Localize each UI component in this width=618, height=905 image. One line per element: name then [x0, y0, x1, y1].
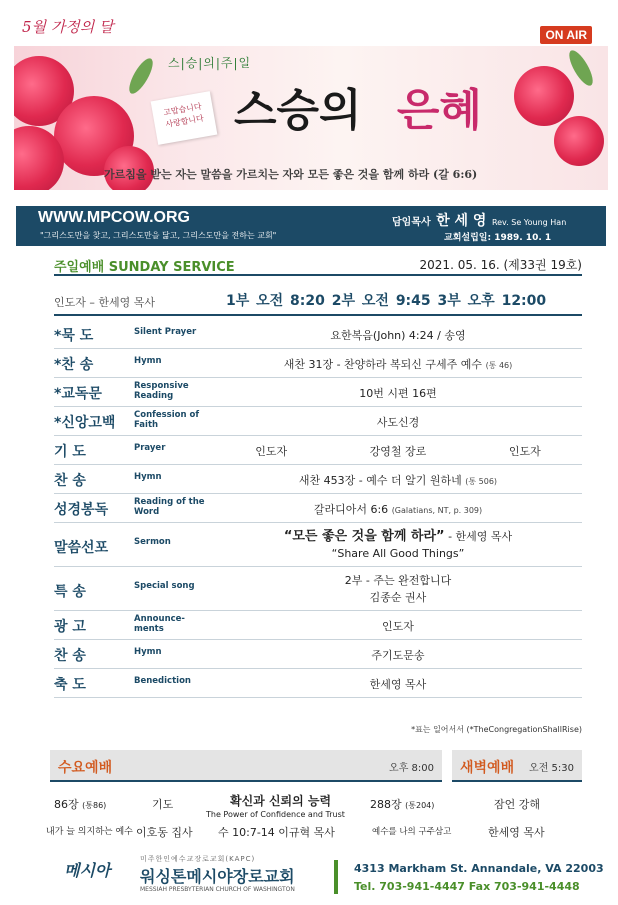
- worship-row: [54, 494, 582, 523]
- wed-hymn-1: [54, 796, 106, 812]
- sermon-preacher: - 한세영 목사: [444, 530, 513, 543]
- row-content: [214, 618, 582, 634]
- order-of-worship: [54, 320, 582, 698]
- row-ko-label: *신앙고백: [54, 415, 116, 431]
- row-content: [214, 327, 582, 343]
- pastor-info: [392, 210, 566, 230]
- row-content-text: 새찬 31장 - 찬양하라 복되신 구세주 예수: [283, 358, 483, 371]
- row-content: [214, 385, 582, 401]
- row-en-label: Reading of the Word: [134, 497, 205, 517]
- row-en-label: Prayer: [134, 443, 166, 453]
- row-en-label: Announce-ments: [134, 614, 185, 634]
- row-content: [214, 528, 582, 562]
- banner-title: [234, 74, 482, 138]
- carnation-icon: [554, 116, 604, 166]
- banner-title-part-1: 스승의: [234, 85, 362, 136]
- wed-hymn-1-title: 내가 늘 의지하는 예수: [46, 827, 133, 837]
- footer-divider: [334, 860, 338, 894]
- dawn-content: 잠언 강해: [494, 798, 541, 811]
- row-content: [214, 472, 582, 488]
- month-theme: 5월 가정의 달: [22, 18, 114, 36]
- wednesday-service-header: [50, 750, 442, 782]
- row-ko-label: 성경봉독: [54, 502, 109, 518]
- row-ko-label: 말씀선포: [54, 540, 109, 556]
- tag-line-1: 고맙습니다: [162, 101, 203, 118]
- row-en-label: Hymn: [134, 356, 162, 366]
- dawn-time: 오전 5:30: [529, 763, 574, 774]
- worship-row: [54, 523, 582, 567]
- banner-title-part-2: 은혜: [396, 85, 482, 136]
- service-title: 주일예배 SUNDAY SERVICE: [54, 260, 235, 275]
- church-footer: [50, 852, 606, 902]
- service-leader: 인도자 – 한세영 목사: [54, 296, 155, 309]
- row-ko-label: 찬 송: [54, 473, 86, 489]
- worship-row: [54, 567, 582, 611]
- church-logo: 메시아: [64, 861, 111, 880]
- church-name-en: MESSIAH PRESBYTERIAN CHURCH OF WASHINGTON: [140, 886, 295, 893]
- banner-artwork: [14, 46, 608, 190]
- row-ko-label: 광 고: [54, 619, 86, 635]
- church-header: [16, 206, 606, 246]
- row-content: [214, 676, 582, 692]
- worship-row: [54, 465, 582, 494]
- dawn-service-header: [452, 750, 582, 782]
- banner: [14, 10, 608, 190]
- carnation-icon: [514, 66, 574, 126]
- denomination: 미주한인예수교장로교회(KAPC): [140, 855, 256, 863]
- on-air-badge[interactable]: ON AIR: [540, 26, 592, 44]
- worship-row: [54, 378, 582, 407]
- pastor-name-en: Rev. Se Young Han: [491, 218, 567, 227]
- wed-sermon-title-en: The Power of Confidence and Trust: [206, 810, 345, 819]
- standing-note: *표는 일어서서 (*TheCongregationShallRise): [411, 725, 582, 734]
- website-link[interactable]: WWW.MPCOW.ORG: [38, 209, 190, 226]
- row-content-text: 새찬 453장 - 예수 더 알기 원하네: [298, 474, 462, 487]
- church-address: 4313 Markham St. Annandale, VA 22003: [354, 862, 604, 875]
- tag-line-2: 사랑합니다: [164, 113, 205, 130]
- wed-hymn-2-title: 예수를 나의 구주삼고: [372, 827, 452, 837]
- established-date: 교회설립일: 1989. 10. 1: [444, 233, 552, 243]
- row-content-text: 주기도문송: [371, 649, 425, 662]
- church-phone: Tel. 703-941-4447 Fax 703-941-4448: [354, 880, 580, 893]
- wed-hymn-2: [370, 796, 434, 812]
- row-en-label: Confession of Faith: [134, 410, 200, 430]
- wed-scripture-ref: 수 10:7-14: [218, 826, 275, 839]
- row-content: [214, 572, 582, 606]
- prayer-leader-2: 강영철 장로: [369, 445, 427, 458]
- row-content: [214, 501, 582, 517]
- pastor-label: 담임목사: [392, 217, 431, 228]
- wed-prayer-by: 이호동 집사: [136, 826, 193, 839]
- dawn-preacher: 한세영 목사: [488, 826, 545, 839]
- sermon-title: “모든 좋은 것을 함께 하라”: [283, 529, 445, 544]
- sermon-title-en: “Share All Good Things”: [331, 547, 465, 560]
- worship-row: [54, 349, 582, 378]
- pastor-name: 한 세 영: [436, 213, 487, 229]
- row-en-label: Sermon: [134, 537, 171, 547]
- thank-you-tag: [151, 91, 218, 145]
- row-ko-label: *교독문: [54, 386, 102, 402]
- row-ko-label: 특 송: [54, 584, 86, 600]
- special-song-title: 2부 - 주는 완전합니다: [344, 574, 452, 587]
- row-ko-label: *찬 송: [54, 357, 94, 373]
- row-content-text: 갈라디아서 6:6: [313, 503, 389, 516]
- banner-verse: 가르침을 받는 자는 말씀을 가르치는 자와 모든 좋은 것을 함께 하라 (갈 6:6): [104, 168, 478, 181]
- row-content-text: 요한복음(John) 4:24 / 송영: [330, 329, 466, 342]
- row-content: [214, 647, 582, 663]
- row-en-label: Hymn: [134, 472, 162, 482]
- service-schedule: 1부 오전 8:20 2부 오전 9:45 3부 오후 12:00: [226, 293, 547, 309]
- row-content-sub: (Galatians, NT, p. 309): [391, 506, 483, 515]
- service-times: [54, 286, 582, 316]
- wed-preacher: 이규혁 목사: [278, 826, 335, 839]
- worship-row: [54, 407, 582, 436]
- prayer-leader-3: 인도자: [508, 445, 541, 458]
- row-ko-label: 기 도: [54, 444, 86, 460]
- worship-row: [54, 611, 582, 640]
- row-en-label: Special song: [134, 581, 195, 591]
- sunday-service-header: [54, 254, 582, 276]
- dawn-title: 새벽예배: [460, 760, 515, 776]
- special-song-singer: 김종순 권사: [369, 591, 427, 604]
- prayer-leader-1: 인도자: [255, 445, 288, 458]
- wednesday-title: 수요예배: [58, 760, 113, 776]
- row-content-sub: (통 46): [485, 361, 513, 370]
- wed-hymn-1-number: 86장: [54, 798, 79, 811]
- row-ko-label: 찬 송: [54, 648, 86, 664]
- church-motto: "그리스도만을 찾고, 그리스도만을 닮고, 그리스도만을 전하는 교회": [40, 231, 277, 240]
- wednesday-time: 오후 8:00: [389, 763, 434, 774]
- row-en-label: Hymn: [134, 647, 162, 657]
- row-content: [214, 356, 582, 372]
- row-ko-label: *묵 도: [54, 328, 94, 344]
- worship-row: [54, 436, 582, 465]
- row-en-label: Responsive Reading: [134, 381, 189, 401]
- leaf-icon: [125, 55, 157, 97]
- row-content-sub: (통 506): [465, 477, 498, 486]
- row-content-text: 사도신경: [376, 416, 420, 429]
- worship-row: [54, 320, 582, 349]
- row-content-text: 10번 시편 16편: [359, 387, 437, 400]
- row-content-text: 한세영 목사: [369, 678, 427, 691]
- church-name: 워싱톤메시야장로교회: [140, 867, 295, 886]
- worship-row: [54, 640, 582, 669]
- wed-hymn-2-sub: (통204): [405, 801, 435, 810]
- row-ko-label: 축 도: [54, 677, 86, 693]
- row-content: [214, 414, 582, 430]
- wed-scripture: [218, 824, 335, 840]
- worship-row: [54, 669, 582, 698]
- wed-sermon-title: 확신과 신뢰의 능력: [230, 794, 332, 808]
- banner-subtitle: 스|승|의|주|일: [168, 56, 252, 70]
- row-en-label: Benediction: [134, 676, 191, 686]
- wed-hymn-2-number: 288장: [370, 798, 402, 811]
- wed-prayer: 기도: [152, 798, 174, 811]
- wed-hymn-1-sub: (통86): [82, 801, 107, 810]
- row-content: [214, 443, 582, 459]
- row-content-text: 인도자: [382, 620, 414, 633]
- row-en-label: Silent Prayer: [134, 327, 197, 337]
- service-date: 2021. 05. 16. (제33권 19호): [419, 258, 582, 272]
